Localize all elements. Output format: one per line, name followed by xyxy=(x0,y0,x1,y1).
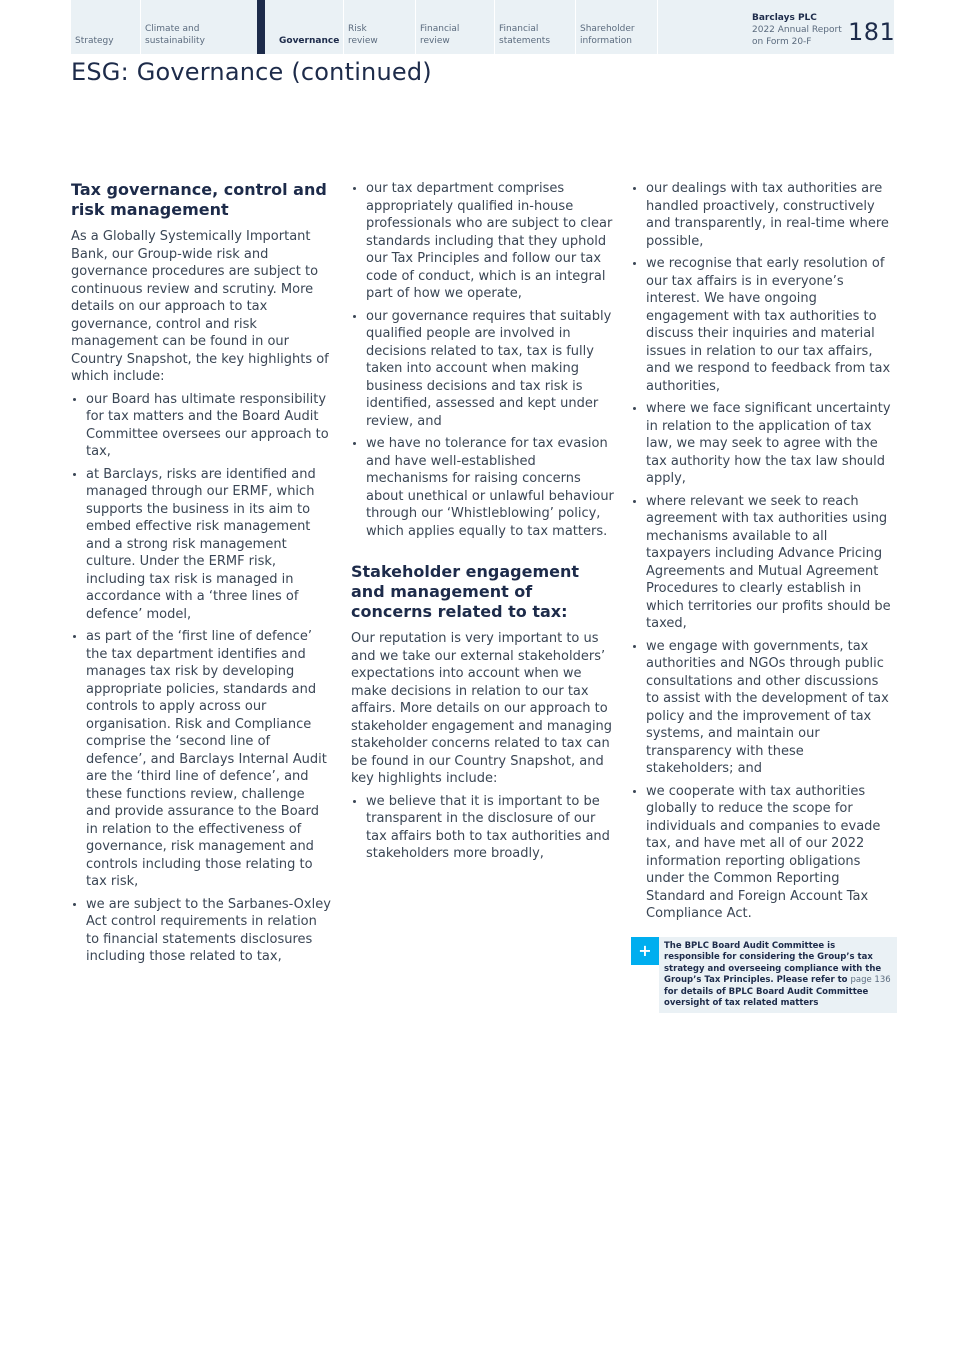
page-reference-link[interactable]: page 136 xyxy=(850,975,891,985)
list-item: we believe that it is important to be transparent in the disclosure of our tax affairs both to tax authorities and stakeholders more broadly, xyxy=(351,793,615,863)
report-identifier xyxy=(752,12,842,48)
list-item: where relevant we seek to reach agreement with tax authorities using mechanisms available to all taxpayers including Advance Pricing Agreements and Mutual Agreement Procedures to clearly establish in which territories our profits should be taxed, xyxy=(631,493,895,633)
plus-icon: + xyxy=(631,937,659,965)
callout-text-tail: for details of BPLC Board Audit Committee oversight of tax related matters xyxy=(664,986,869,1008)
audit-committee-callout xyxy=(631,937,897,1013)
list-item: our tax department comprises appropriately qualified in-house professionals who are subject to clear standards including that they uphold our Tax Principles and follow our tax code of conduct, which is an integral part of how we operate, xyxy=(351,180,615,303)
report-title-line1: 2022 Annual Report xyxy=(752,25,842,35)
company-name: Barclays PLC xyxy=(752,13,817,23)
nav-tab-risk-review[interactable]: Risk review xyxy=(343,0,415,54)
stakeholder-engagement-intro: Our reputation is very important to us and we take our external stakeholders’ expectations into account when we make decisions in relation to our tax affairs. More details on our approach to stakeholder engagement and managing stakeholder concerns related to tax can be found in our Country Snapshot, and key highlights include: xyxy=(351,631,613,786)
column-2 xyxy=(351,180,615,868)
list-item: we are subject to the Sarbanes-Oxley Act control requirements in relation to financial statements disclosures including those related to tax, xyxy=(71,896,333,966)
list-item: where we face significant uncertainty in relation to the application of tax law, we may seek to agree with the tax authority how the tax law should apply, xyxy=(631,400,895,488)
page-title: ESG: Governance (continued) xyxy=(71,58,432,86)
list-item: our governance requires that suitably qualified people are involved in decisions related to tax, tax is fully taken into account when making business decisions and tax risk is identified, assessed and kept under review, and xyxy=(351,308,615,431)
list-item: we engage with governments, tax authorities and NGOs through public consultations and other discussions to assist with the development of tax policy and the improvement of tax systems, and maintain our transparency with these stakeholders; and xyxy=(631,638,895,778)
list-item: we cooperate with tax authorities globally to reduce the scope for individuals and companies to evade tax, and have met all of our 2022 information reporting obligations under the Common Reporting Standard and Foreign Account Tax Compliance Act. xyxy=(631,783,895,923)
list-item: we recognise that early resolution of our tax affairs is in everyone’s interest. We have ongoing engagement with tax authorities to discuss their inquiries and material issues in relation to our tax affairs, and we respond to feedback from tax authorities, xyxy=(631,255,895,395)
page-number: 181 xyxy=(848,18,896,46)
nav-tab-financial-review[interactable]: Financial review xyxy=(415,0,494,54)
tax-governance-intro: As a Globally Systemically Important Bank, our Group-wide risk and governance procedures are subject to continuous review and scrutiny. More details on our approach to tax governance, control and risk management can be found in our Country Snapshot, the key highlights of which include: xyxy=(71,229,329,384)
list-item: our dealings with tax authorities are handled proactively, constructively and transparently, in real-time where possible, xyxy=(631,180,895,250)
nav-tab-governance[interactable]: Governance xyxy=(264,0,343,54)
nav-tab-shareholder-information[interactable]: Shareholder information xyxy=(575,0,657,54)
list-item: as part of the ‘first line of defence’ the tax department identifies and manages tax risk by developing appropriate policies, standards and controls to apply across our organisation. Risk and Compliance comprise the ‘second line of defence’, and Barclays Internal Audit are the ‘third line of defence’, and these functions review, challenge and provide assurance to the Board in relation to the effectiveness of governance, risk management and controls including those relating to tax risk, xyxy=(71,628,333,891)
column-3 xyxy=(631,180,895,1013)
list-item: we have no tolerance for tax evasion and have well-established mechanisms for raising concerns about unethical or unlawful behaviour through our ‘Whistleblowing’ policy, which applies equally to tax matters. xyxy=(351,435,615,540)
callout-text xyxy=(659,937,897,1013)
column-1 xyxy=(71,180,333,971)
tax-governance-list xyxy=(71,391,333,966)
nav-tab-financial-statements[interactable]: Financial statements xyxy=(494,0,575,54)
callout-text-lead: The BPLC Board Audit Committee is responsible for considering the Group’s tax strategy and overseeing compliance with the Group’s Tax Principles. Please refer to xyxy=(664,940,882,985)
tax-governance-list-continued xyxy=(351,180,615,540)
report-title-line2: on Form 20-F xyxy=(752,37,812,47)
tax-governance-heading: Tax governance, control and risk management xyxy=(71,180,327,219)
stakeholder-engagement-list-continued xyxy=(631,180,895,923)
stakeholder-engagement-list xyxy=(351,793,615,863)
list-item: our Board has ultimate responsibility for tax matters and the Board Audit Committee oversees our approach to tax, xyxy=(71,391,333,461)
stakeholder-engagement-heading: Stakeholder engagement and management of concerns related to tax: xyxy=(351,562,580,621)
list-item: at Barclays, risks are identified and managed through our ERMF, which supports the business in its aim to embed effective risk management and a strong risk management culture. Under the ERMF risk, including tax risk is managed in accordance with a ‘three lines of defence’ model, xyxy=(71,466,333,624)
nav-tab-strategy[interactable]: Strategy xyxy=(75,36,114,46)
nav-tab-climate-sustainability[interactable]: Climate and sustainability xyxy=(140,0,264,54)
